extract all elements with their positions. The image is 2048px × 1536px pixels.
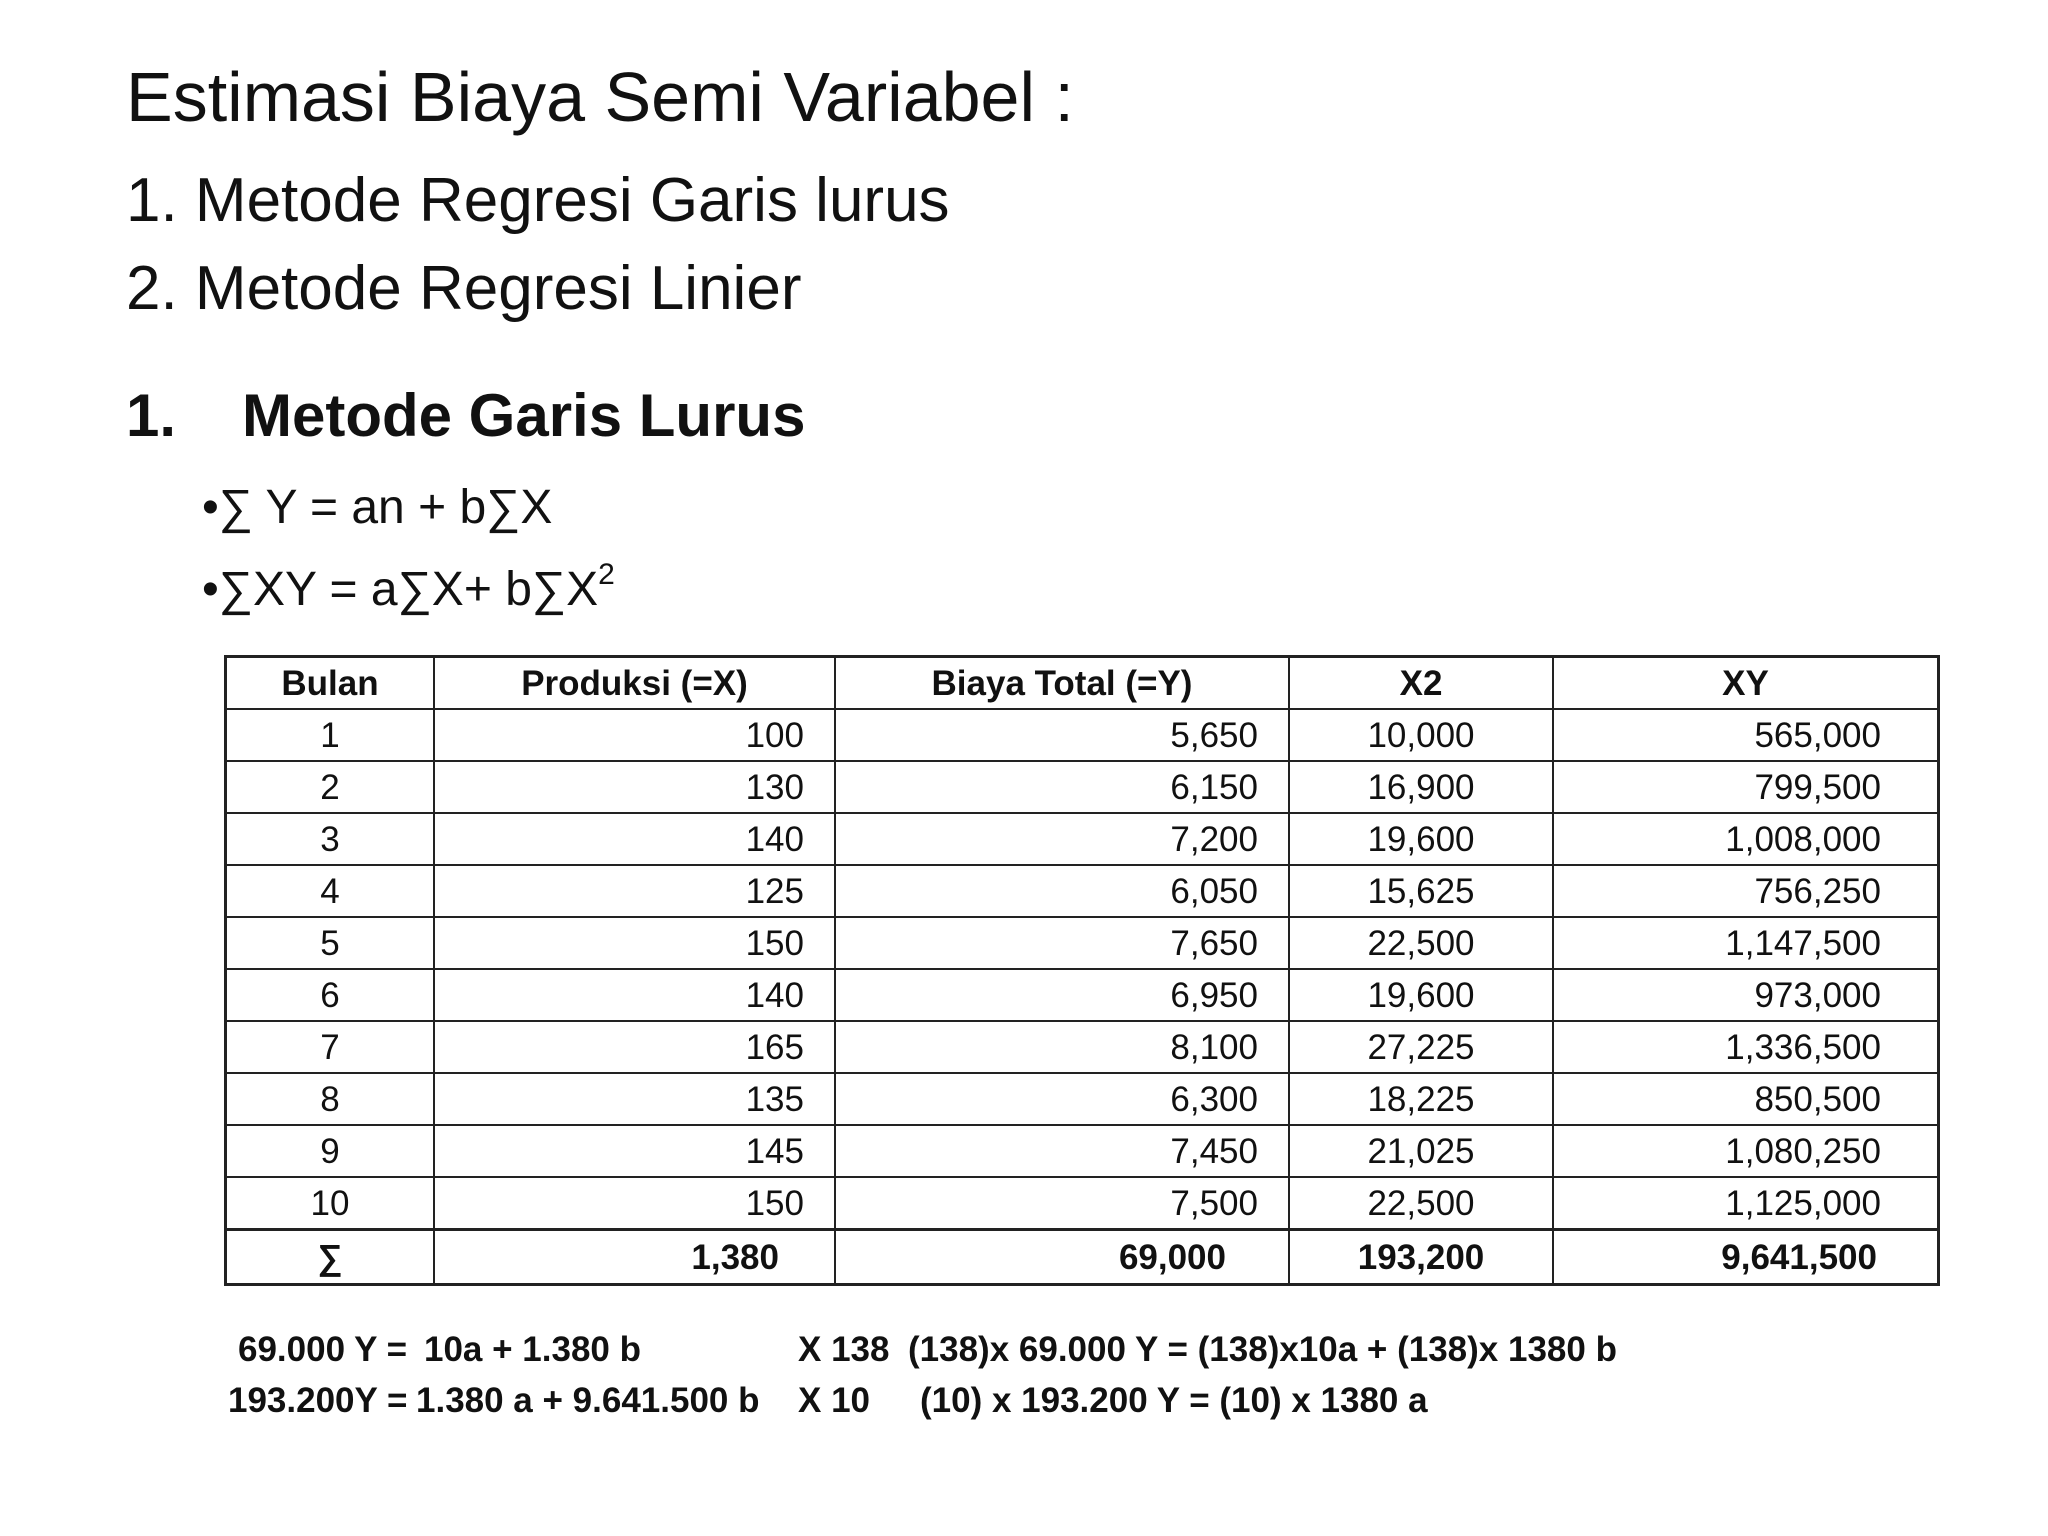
cell-x2: 15,625 [1289,865,1553,917]
cell-xy: 756,250 [1553,865,1939,917]
equation-2-rhs: 1.380 a + 9.641.500 b [416,1381,760,1420]
cell-produksi: 165 [434,1021,835,1073]
table-body [226,709,1939,1285]
cell-biaya-total: 7,500 [835,1177,1289,1230]
cell-biaya-total: 7,200 [835,813,1289,865]
cell-produksi: 150 [434,1177,835,1230]
method-item-2: 2. Metode Regresi Linier [126,254,802,323]
cell-xy: 1,080,250 [1553,1125,1939,1177]
formula-exponent: 2 [598,558,615,591]
equation-1-result: (138)x 69.000 Y = (138)x10a + (138)x 1380 b [908,1330,1617,1369]
table-row [226,1177,1939,1230]
cell-x2: 16,900 [1289,761,1553,813]
method-item-1: 1. Metode Regresi Garis lurus [126,166,950,235]
cell-biaya-total: 6,300 [835,1073,1289,1125]
table-row [226,865,1939,917]
formula-sum-xy [202,558,615,616]
cell-bulan: 2 [226,761,435,813]
section-title: Metode Garis Lurus [242,382,806,449]
table-row [226,969,1939,1021]
cell-produksi: 125 [434,865,835,917]
total-cell-bulan: ∑ [226,1230,435,1285]
total-cell-xy: 9,641,500 [1553,1230,1939,1285]
equation-1-multiplier: X 138 [798,1330,890,1369]
total-cell-x2: 193,200 [1289,1230,1553,1285]
table-total-row [226,1230,1939,1285]
cell-biaya-total: 6,950 [835,969,1289,1021]
equation-1-rhs: 10a + 1.380 b [424,1330,641,1369]
equation-2-lhs: 193.200Y = [228,1381,408,1420]
table-row [226,1073,1939,1125]
cell-produksi: 140 [434,969,835,1021]
header-x2: X2 [1289,657,1553,710]
cell-produksi: 135 [434,1073,835,1125]
cell-produksi: 140 [434,813,835,865]
cell-bulan: 1 [226,709,435,761]
cell-x2: 27,225 [1289,1021,1553,1073]
cell-x2: 18,225 [1289,1073,1553,1125]
cell-xy: 1,336,500 [1553,1021,1939,1073]
total-cell-biaya-total: 69,000 [835,1230,1289,1285]
cell-biaya-total: 6,050 [835,865,1289,917]
total-cell-produksi: 1,380 [434,1230,835,1285]
header-produksi: Produksi (=X) [434,657,835,710]
cell-produksi: 145 [434,1125,835,1177]
formula-sum-y: •∑ Y = an + b∑X [202,481,553,534]
cell-biaya-total: 6,150 [835,761,1289,813]
table-row [226,761,1939,813]
cell-x2: 21,025 [1289,1125,1553,1177]
cell-xy: 565,000 [1553,709,1939,761]
cell-biaya-total: 7,650 [835,917,1289,969]
cell-produksi: 150 [434,917,835,969]
cell-produksi: 100 [434,709,835,761]
cell-xy: 1,125,000 [1553,1177,1939,1230]
table-row [226,709,1939,761]
cell-bulan: 10 [226,1177,435,1230]
equation-2-multiplier: X 10 [798,1381,870,1420]
header-biaya-total: Biaya Total (=Y) [835,657,1289,710]
section-heading [126,382,806,449]
cell-biaya-total: 8,100 [835,1021,1289,1073]
header-xy: XY [1553,657,1939,710]
cell-bulan: 7 [226,1021,435,1073]
cell-bulan: 8 [226,1073,435,1125]
formula-sum-xy-text: •∑XY = a∑X+ b∑X [202,563,599,616]
equation-1-lhs: 69.000 Y = [238,1330,408,1369]
cell-biaya-total: 7,450 [835,1125,1289,1177]
slide-title: Estimasi Biaya Semi Variabel : [126,58,1074,136]
table-header-row [226,657,1939,710]
cell-bulan: 9 [226,1125,435,1177]
table-row [226,1021,1939,1073]
cell-x2: 22,500 [1289,1177,1553,1230]
cell-x2: 19,600 [1289,813,1553,865]
section-number: 1. [126,382,177,449]
cell-x2: 10,000 [1289,709,1553,761]
cell-bulan: 5 [226,917,435,969]
cell-bulan: 3 [226,813,435,865]
cell-xy: 799,500 [1553,761,1939,813]
cell-x2: 22,500 [1289,917,1553,969]
cell-x2: 19,600 [1289,969,1553,1021]
regression-table [224,655,1940,1286]
cell-produksi: 130 [434,761,835,813]
header-bulan: Bulan [226,657,435,710]
cell-xy: 850,500 [1553,1073,1939,1125]
cell-bulan: 4 [226,865,435,917]
table-row [226,1125,1939,1177]
table-row [226,813,1939,865]
cell-xy: 1,147,500 [1553,917,1939,969]
equation-2-result: (10) x 193.200 Y = (10) x 1380 a [920,1381,1428,1420]
cell-bulan: 6 [226,969,435,1021]
cell-xy: 973,000 [1553,969,1939,1021]
table-row [226,917,1939,969]
cell-biaya-total: 5,650 [835,709,1289,761]
cell-xy: 1,008,000 [1553,813,1939,865]
